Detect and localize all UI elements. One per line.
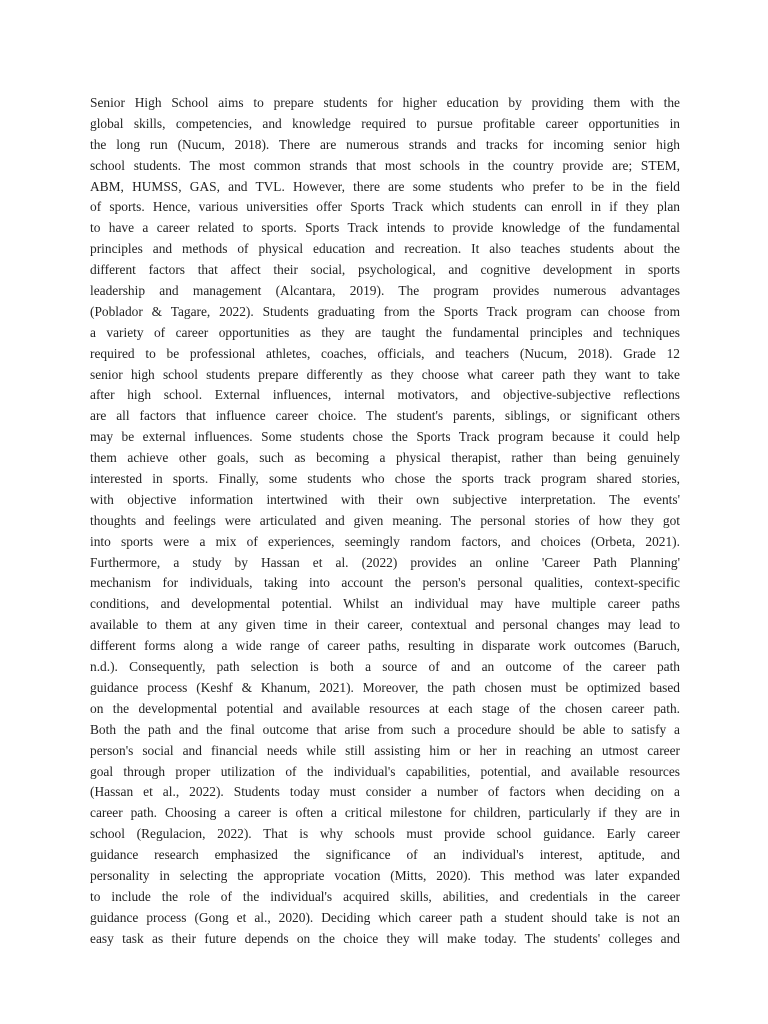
- body-paragraph: [90, 93, 680, 950]
- text-line: school students. The most common strands that most schools in the country provide are; STEM,: [90, 157, 680, 173]
- text-line: person's social and financial needs while still assisting him or her in reaching an utmost career: [90, 742, 680, 758]
- text-line: to have a career related to sports. Sports Track intends to provide knowledge of the fundamental: [90, 220, 680, 236]
- text-line: of sports. Hence, various universities offer Sports Track which students can enroll in if they plan: [90, 199, 680, 215]
- text-line: Furthermore, a study by Hassan et al. (2022) provides an online 'Career Path Planning': [90, 554, 680, 570]
- text-line: (Hassan et al., 2022). Students today must consider a number of factors when deciding on a: [90, 784, 680, 800]
- text-line: guidance process (Gong et al., 2020). Deciding which career path a student should take is not an: [90, 909, 680, 925]
- text-line: available to them at any given time in their career, contextual and personal changes may lead to: [90, 617, 680, 633]
- text-line: easy task as their future depends on the choice they will make today. The students' colleges and: [90, 930, 680, 946]
- text-line: to include the role of the individual's acquired skills, abilities, and credentials in the career: [90, 888, 680, 904]
- text-line: mechanism for individuals, taking into account the person's personal qualities, context-specific: [90, 575, 680, 591]
- text-line: ABM, HUMSS, GAS, and TVL. However, there are some students who prefer to be in the field: [90, 178, 680, 194]
- text-line: after high school. External influences, internal motivators, and objective-subjective reflections: [90, 387, 680, 403]
- text-line: career path. Choosing a career is often a critical milestone for children, particularly if they are in: [90, 805, 680, 821]
- text-line: leadership and management (Alcantara, 2019). The program provides numerous advantages: [90, 283, 680, 299]
- text-line: global skills, competencies, and knowledge required to pursue profitable career opportunities in: [90, 115, 680, 131]
- text-line: school (Regulacion, 2022). That is why schools must provide school guidance. Early career: [90, 826, 680, 842]
- text-line: Both the path and the final outcome that arise from such a procedure should be able to satisfy a: [90, 721, 680, 737]
- text-line: on the developmental potential and available resources at each stage of the chosen career path.: [90, 700, 680, 716]
- text-line: thoughts and feelings were articulated and given meaning. The personal stories of how they got: [90, 512, 680, 528]
- text-line: (Poblador & Tagare, 2022). Students graduating from the Sports Track program can choose from: [90, 303, 680, 319]
- text-line: may be external influences. Some students chose the Sports Track program because it could help: [90, 429, 680, 445]
- text-line: interested in sports. Finally, some students who chose the sports track program shared stories,: [90, 471, 680, 487]
- text-line: n.d.). Consequently, path selection is both a source of and an outcome of the career path: [90, 659, 680, 675]
- text-line: them achieve other goals, such as becoming a physical therapist, rather than being genuinely: [90, 450, 680, 466]
- text-line: a variety of career opportunities as they are taught the fundamental principles and techniques: [90, 324, 680, 340]
- text-line: goal through proper utilization of the individual's capabilities, potential, and available resources: [90, 763, 680, 779]
- text-line: personality in selecting the appropriate vocation (Mitts, 2020). This method was later expanded: [90, 867, 680, 883]
- text-line: with objective information intertwined with their own subjective interpretation. The events': [90, 491, 680, 507]
- text-line: conditions, and developmental potential. Whilst an individual may have multiple career paths: [90, 596, 680, 612]
- text-line: Senior High School aims to prepare students for higher education by providing them with the: [90, 95, 680, 110]
- text-line: into sports were a mix of experiences, seemingly random factors, and choices (Orbeta, 2021).: [90, 533, 680, 549]
- text-line: guidance process (Keshf & Khanum, 2021). Moreover, the path chosen must be optimized based: [90, 679, 680, 695]
- text-line: guidance research emphasized the significance of an individual's interest, aptitude, and: [90, 847, 680, 863]
- text-line: the long run (Nucum, 2018). There are numerous strands and tracks for incoming senior high: [90, 136, 680, 152]
- text-line: principles and methods of physical education and recreation. It also teaches students about the: [90, 241, 680, 257]
- text-line: are all factors that influence career choice. The student's parents, siblings, or significant others: [90, 408, 680, 424]
- text-line: senior high school students prepare differently as they choose what career path they want to take: [90, 366, 680, 382]
- text-line: different factors that affect their social, psychological, and cognitive development in sports: [90, 262, 680, 278]
- text-line: different forms along a wide range of career paths, resulting in disparate work outcomes (Baruch,: [90, 638, 680, 654]
- text-line: required to be professional athletes, coaches, officials, and teachers (Nucum, 2018). Grade 12: [90, 345, 680, 361]
